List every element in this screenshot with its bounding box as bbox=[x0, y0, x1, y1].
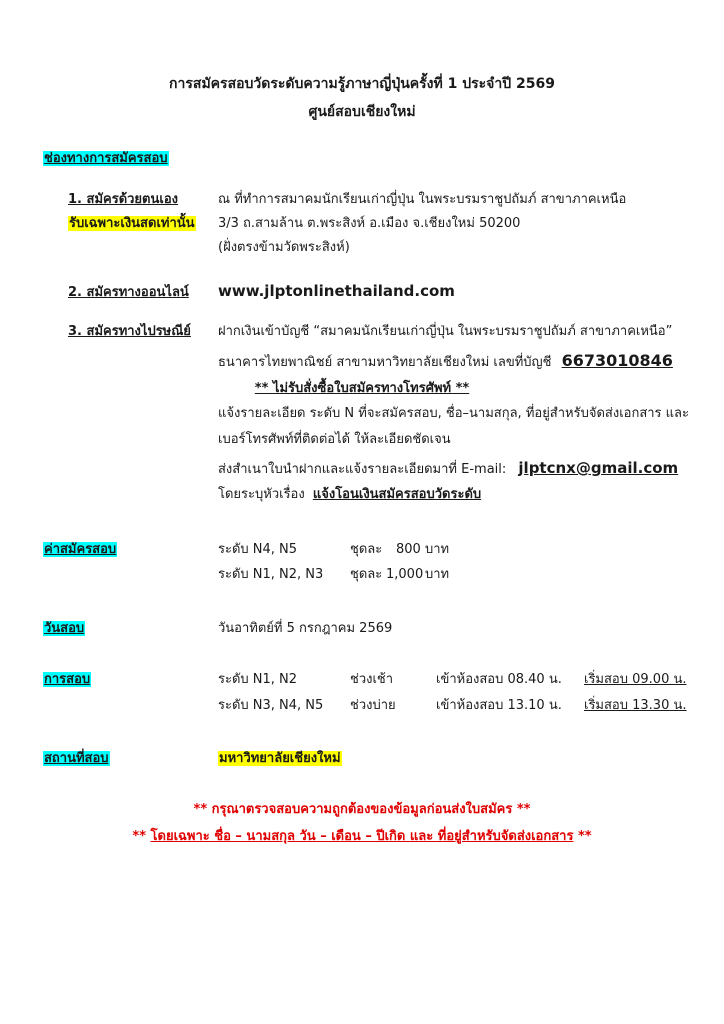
office-address-line2: 3/3 ถ.สามล้าน ต.พระสิงห์ อ.เมือง จ.เชียงใหม่ 50200 bbox=[218, 216, 521, 231]
verify-note: ** กรุณาตรวจสอบความถูกต้องของข้อมูลก่อนส่งใบสมัคร ** bbox=[193, 802, 531, 817]
bank-info: ธนาคารไทยพาณิชย์ สาขามหาวิทยาลัยเชียงใหม่ เลขที่บัญชี bbox=[218, 355, 552, 370]
deposit-line: ฝากเงินเข้าบัญชี “สมาคมนักเรียนเก่าญี่ปุ่น ในพระบรมราชูปถัมภ์ สาขาภาคเหนือ” bbox=[218, 324, 673, 339]
exam-row-level: ระดับ N1, N2 bbox=[218, 672, 298, 687]
subject-line bbox=[218, 486, 481, 504]
email-instruction: ส่งสำเนาใบนำฝากและแจ้งรายละเอียดมาที่ E-mail: bbox=[218, 462, 507, 477]
fee-row-currency: บาท bbox=[425, 542, 450, 557]
section-heading-channels: ช่องทางการสมัครสอบ bbox=[44, 151, 168, 166]
cash-only-note: รับเฉพาะเงินสดเท่านั้น bbox=[69, 216, 195, 231]
post-detail-line1: แจ้งรายละเอียด ระดับ N ที่จะสมัครสอบ, ชื่อ–นามสกุล, ที่อยู่สำหรับจัดส่งเอกสาร และ bbox=[218, 406, 689, 421]
office-address-line1: ณ ที่ทำการสมาคมนักเรียนเก่าญี่ปุ่น ในพระบรมราชูปถัมภ์ สาขาภาคเหนือ bbox=[218, 192, 627, 207]
post-label: 3. สมัครทางไปรษณีย์ bbox=[68, 324, 191, 339]
fee-row-unit: ชุดละ bbox=[350, 567, 383, 582]
fee-row-level: ระดับ N4, N5 bbox=[218, 542, 298, 557]
subject-text: แจ้งโอนเงินสมัครสอบวัดระดับ bbox=[312, 487, 482, 502]
exam-row-enter: เข้าห้องสอบ 13.10 น. bbox=[436, 698, 562, 713]
exam-row-session: ช่วงเช้า bbox=[350, 672, 394, 687]
email-link[interactable]: jlptcnx@gmail.com bbox=[518, 459, 679, 477]
email-line bbox=[218, 459, 678, 479]
fee-row-unit: ชุดละ bbox=[350, 542, 383, 557]
post-detail-line2: เบอร์โทรศัพท์ที่ติดต่อได้ ให้ละเอียดชัดเจน bbox=[218, 432, 451, 447]
exam-row-start: เริ่มสอบ 13.30 น. bbox=[584, 698, 687, 713]
fee-row-price: 1,000 bbox=[386, 567, 424, 582]
fee-row-currency: บาท bbox=[425, 567, 450, 582]
verify-detail-body: โดยเฉพาะ ชื่อ – นามสกุล วัน – เดือน – ปีเกิด และ ที่อยู่สำหรับจัดส่งเอกสาร bbox=[150, 829, 574, 844]
exam-row-start: เริ่มสอบ 09.00 น. bbox=[584, 672, 687, 687]
fee-row-level: ระดับ N1, N2, N3 bbox=[218, 567, 324, 582]
fee-row-price: 800 bbox=[396, 542, 421, 557]
online-url-link[interactable]: www.jlptonlinethailand.com bbox=[218, 282, 455, 300]
section-heading-date: วันสอบ bbox=[44, 621, 85, 636]
bank-line bbox=[218, 352, 673, 372]
account-number: 6673010846 bbox=[561, 351, 673, 370]
online-label: 2. สมัครทางออนไลน์ bbox=[68, 285, 189, 300]
section-heading-venue: สถานที่สอบ bbox=[44, 751, 109, 766]
exam-row-level: ระดับ N3, N4, N5 bbox=[218, 698, 324, 713]
exam-date: วันอาทิตย์ที่ 5 กรกฎาคม 2569 bbox=[218, 621, 393, 636]
no-phone-note: ** ไม่รับสั่งซื้อใบสมัครทางโทรศัพท์ ** bbox=[254, 381, 470, 396]
exam-center-title: ศูนย์สอบเชียงใหม่ bbox=[308, 104, 416, 120]
exam-row-session: ช่วงบ่าย bbox=[350, 698, 396, 713]
exam-row-enter: เข้าห้องสอบ 08.40 น. bbox=[436, 672, 562, 687]
venue-value: มหาวิทยาลัยเชียงใหม่ bbox=[219, 751, 341, 766]
subject-instruction: โดยระบุหัวเรื่อง bbox=[218, 487, 305, 502]
page-title: การสมัครสอบวัดระดับความรู้ภาษาญี่ปุ่นครั้งที่ 1 ประจำปี 2569 bbox=[169, 76, 555, 92]
verify-detail-note: ** โดยเฉพาะ ชื่อ – นามสกุล วัน – เดือน – ปีเกิด และ ที่อยู่สำหรับจัดส่งเอกสาร ** bbox=[132, 829, 592, 844]
section-heading-fee: ค่าสมัครสอบ bbox=[44, 542, 117, 557]
section-heading-exam: การสอบ bbox=[44, 672, 91, 687]
in-person-label: 1. สมัครด้วยตนเอง bbox=[68, 192, 178, 207]
office-address-line3: (ฝั่งตรงข้ามวัดพระสิงห์) bbox=[218, 240, 350, 255]
